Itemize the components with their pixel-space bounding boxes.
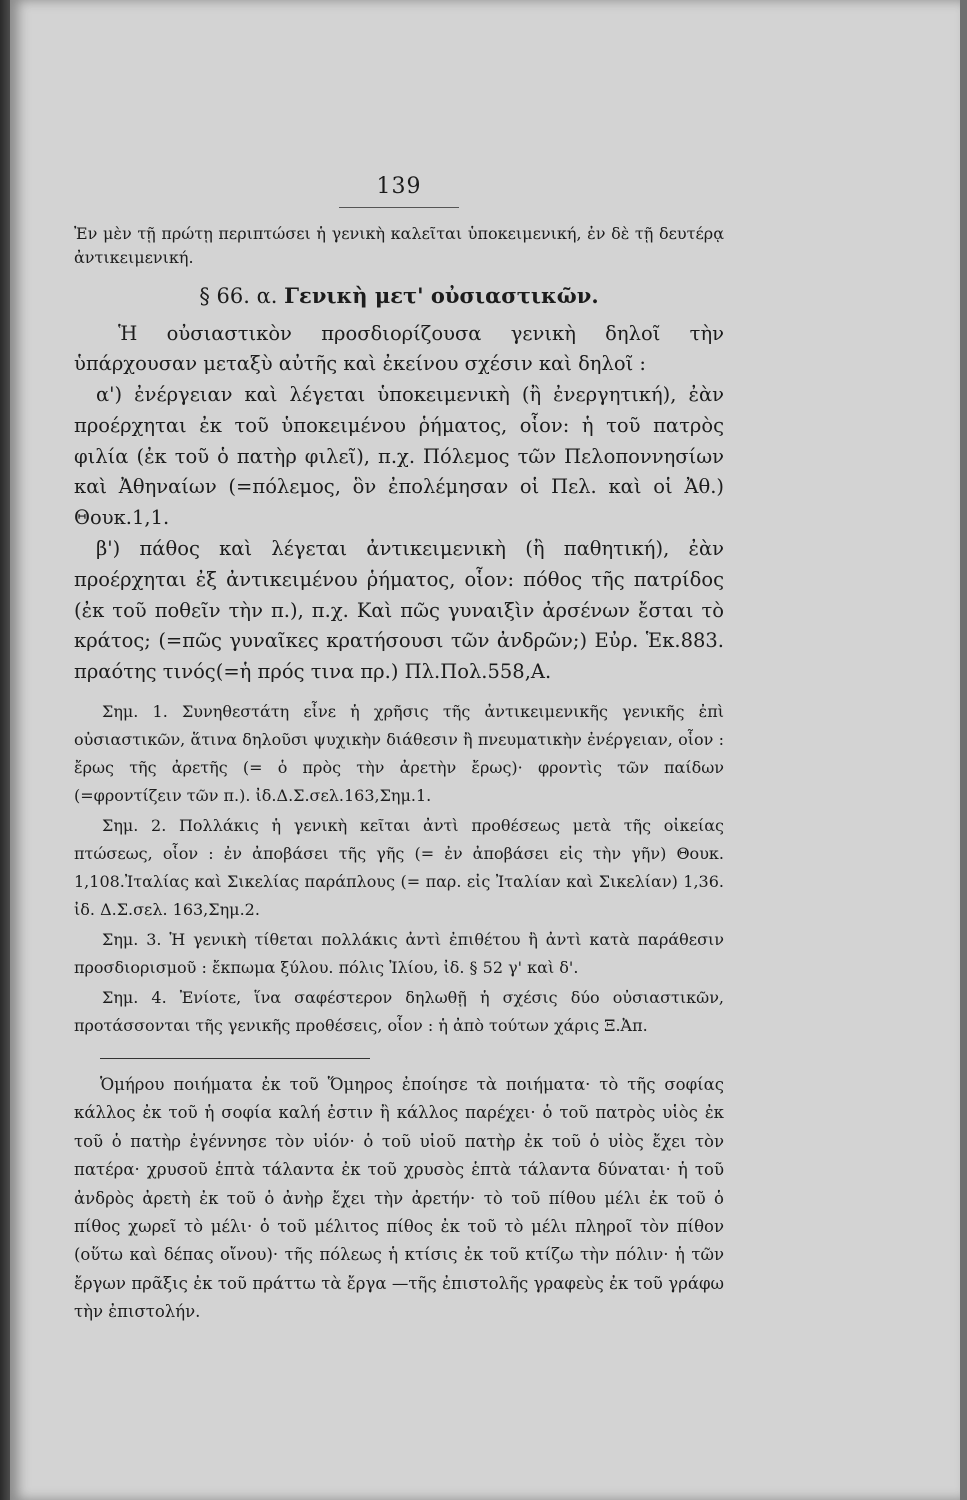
page-number: 139: [376, 174, 422, 199]
note-4: Σημ. 4. Ἐνίοτε, ἵνα σαφέστερον δηλωθῇ ἡ σχέσις δύο οὐσιαστικῶν, προτάσσονται τῆς γενικῆς προθέσεις, οἷον : ἡ ἀπὸ τούτων χάρις Ξ.Ἀπ.: [74, 988, 724, 1036]
note-1: Σημ. 1. Συνηθεστάτη εἶνε ἡ χρῆσις τῆς ἀντικειμενικῆς γενικῆς ἐπὶ οὐσιαστικῶν, ἅτινα δηλοῦσι ψυχικὴν διάθεσιν ἢ πνευματικὴν ἐνέργειαν, οἷον : ἔρως τῆς ἀρετῆς (= ὁ πρὸς τὴν ἀρετὴν ἔρως)· φροντὶς τῶν παίδων (=φροντίζειν τῶν π.). ἰδ.Δ.Σ.σελ.163,Σημ.1.: [74, 702, 724, 806]
note-3: Σημ. 3. Ἡ γενικὴ τίθεται πολλάκις ἀντὶ ἐπιθέτου ἢ ἀντὶ κατὰ παράθεσιν προσδιορισμοῦ : ἔκπωμα ξύλου. πόλις Ἰλίου, ἰδ. § 52 γ' καὶ δ'.: [74, 930, 724, 978]
page-content: [74, 170, 724, 1326]
page-number-rule: [339, 207, 459, 208]
main-body: [74, 319, 724, 689]
footnote-text: Ὁμήρου ποιήματα ἐκ τοῦ Ὅμηρος ἐποίησε τὰ ποιήματα· τὸ τῆς σοφίας κάλλος ἐκ τοῦ ἡ σοφία καλή ἐστιν ἢ κάλλος παρέχει· ὁ τοῦ πατρὸς υἱὸς ἐκ τοῦ ὁ πατὴρ ἐγέννησε τὸν υἱόν· ὁ τοῦ υἱοῦ πατὴρ ἐκ τοῦ ὁ υἱὸς ἔχει τὸν πατέρα· χρυσοῦ ἑπτὰ τάλαντα ἐκ τοῦ χρυσὸς ἑπτὰ τάλαντα δύναται· ἡ τοῦ ἀνδρὸς ἀρετὴ ἐκ τοῦ ὁ ἀνὴρ ἔχει τὴν ἀρετήν· τὸ τοῦ πίθου μέλι ἐκ τοῦ ὁ πίθος χωρεῖ τὸ μέλι· ὁ τοῦ μέλιτος πίθος ἐκ τοῦ τὸ μέλι πληροῖ τὸν πίθον (οὕτω καὶ δέπας οἴνου)· τῆς πόλεως ἡ κτίσις ἐκ τοῦ κτίζω τὴν πόλιν· ἡ τῶν ἔργων πρᾶξις ἐκ τοῦ πράττω τὰ ἔργα —τῆς ἐπιστολῆς γραφεὺς ἐκ τοῦ γράφω τὴν ἐπιστολήν.: [74, 1075, 724, 1322]
section-heading: [74, 280, 724, 313]
body-paragraph-1: Ἡ οὐσιαστικὸν προσδιορίζουσα γενικὴ δηλοῖ τὴν ὑπάρχουσαν μεταξὺ αὐτῆς καὶ ἐκείνου σχέσιν καὶ δηλοῖ :: [74, 321, 724, 376]
footnote-divider: [100, 1058, 370, 1059]
body-paragraph-beta: β') πάθος καὶ λέγεται ἀντικειμενικὴ (ἢ παθητική), ἐὰν προέρχηται ἐξ ἀντικειμένου ῥήματος, οἷον: πόθος τῆς πατρίδος (ἐκ τοῦ ποθεῖν τὴν π.), π.χ. Καὶ πῶς γυναιξὶν ἀρσένων ἔσται τὸ κράτος; (=πῶς γυναῖκες κρατήσουσι τῶν ἀνδρῶν;) Εὐρ. Ἑκ.883. πραότης τινός(=ἡ πρός τινα πρ.) Πλ.Πολ.558,Α.: [74, 537, 724, 684]
note-2: Σημ. 2. Πολλάκις ἡ γενικὴ κεῖται ἀντὶ προθέσεως μετὰ τῆς οἰκείας πτώσεως, οἷον : ἐν ἀποβάσει τῆς γῆς (= ἐν ἀποβάσει εἰς τὴν γῆν) Θουκ. 1,108.Ἰταλίας καὶ Σικελίας παράπλους (= παρ. εἰς Ἰταλίαν καὶ Σικελίαν) 1,36. ἰδ. Δ.Σ.σελ. 163,Σημ.2.: [74, 816, 724, 920]
body-paragraph-alpha: α') ἐνέργειαν καὶ λέγεται ὑποκειμενικὴ (ἢ ἐνεργητική), ἐὰν προέρχηται ἐκ τοῦ ὑποκειμένου ῥήματος, οἷον: ἡ τοῦ πατρὸς φιλία (ἐκ τοῦ ὁ πατὴρ φιλεῖ), π.χ. Πόλεμος τῶν Πελοποννησίων καὶ Ἀθηναίων (=πόλεμος, ὃν ἐπολέμησαν οἱ Πελ. καὶ οἱ Ἀθ.) Θουκ.1,1.: [74, 383, 724, 530]
section-title: Γενικὴ μετ' οὐσιαστικῶν.: [284, 283, 599, 308]
book-page: [10, 0, 960, 1500]
section-number: § 66. α.: [199, 284, 278, 308]
intro-paragraph: Ἐν μὲν τῇ πρώτῃ περιπτώσει ἡ γενικὴ καλεῖται ὑποκειμενική, ἐν δὲ τῇ δευτέρᾳ ἀντικειμενική.: [74, 224, 724, 267]
notes-section: [74, 698, 724, 1040]
